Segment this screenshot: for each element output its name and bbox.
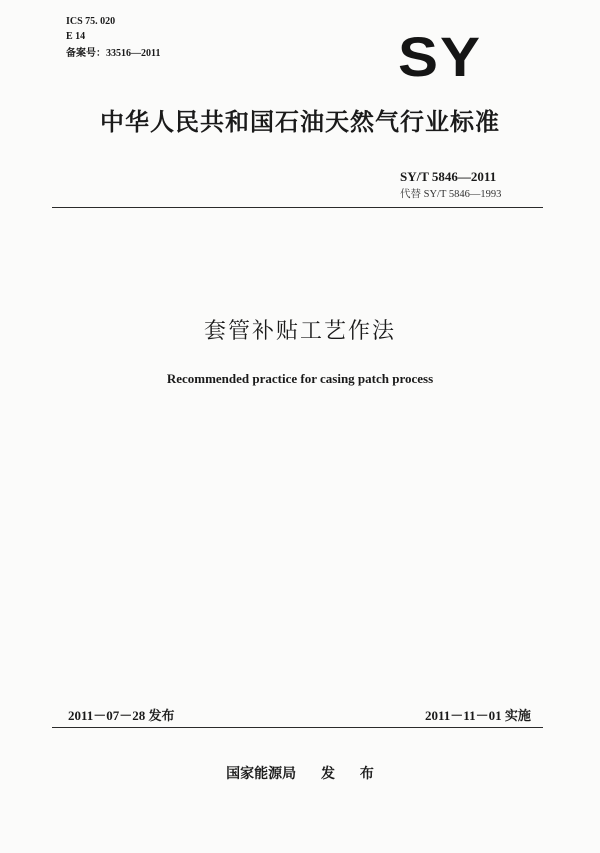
publisher-line <box>0 763 600 783</box>
document-title-chinese: 套管补贴工艺作法 <box>203 319 396 344</box>
issue-date: 2011－07－28 发布 <box>68 708 175 723</box>
ics-number: ICS 75. 020 <box>66 16 116 27</box>
standard-category-title: 中华人民共和国石油天然气行业标准 <box>100 108 500 136</box>
document-title-english: Recommended practice for casing patch process <box>166 371 434 386</box>
top-divider <box>52 207 543 208</box>
publish-action: 发 布 <box>321 766 374 782</box>
implementation-date: 2011－11－01 实施 <box>425 708 531 723</box>
standard-code: SY/T 5846—2011 <box>400 169 497 184</box>
replaces-standard: 代替 SY/T 5846—1993 <box>400 189 502 200</box>
sy-logo: SY <box>398 26 483 88</box>
publisher-name: 国家能源局 <box>226 766 297 782</box>
record-number: 备案号：33516—2011 <box>66 48 161 59</box>
classification-code: E 14 <box>66 31 86 42</box>
bottom-divider <box>52 727 543 728</box>
